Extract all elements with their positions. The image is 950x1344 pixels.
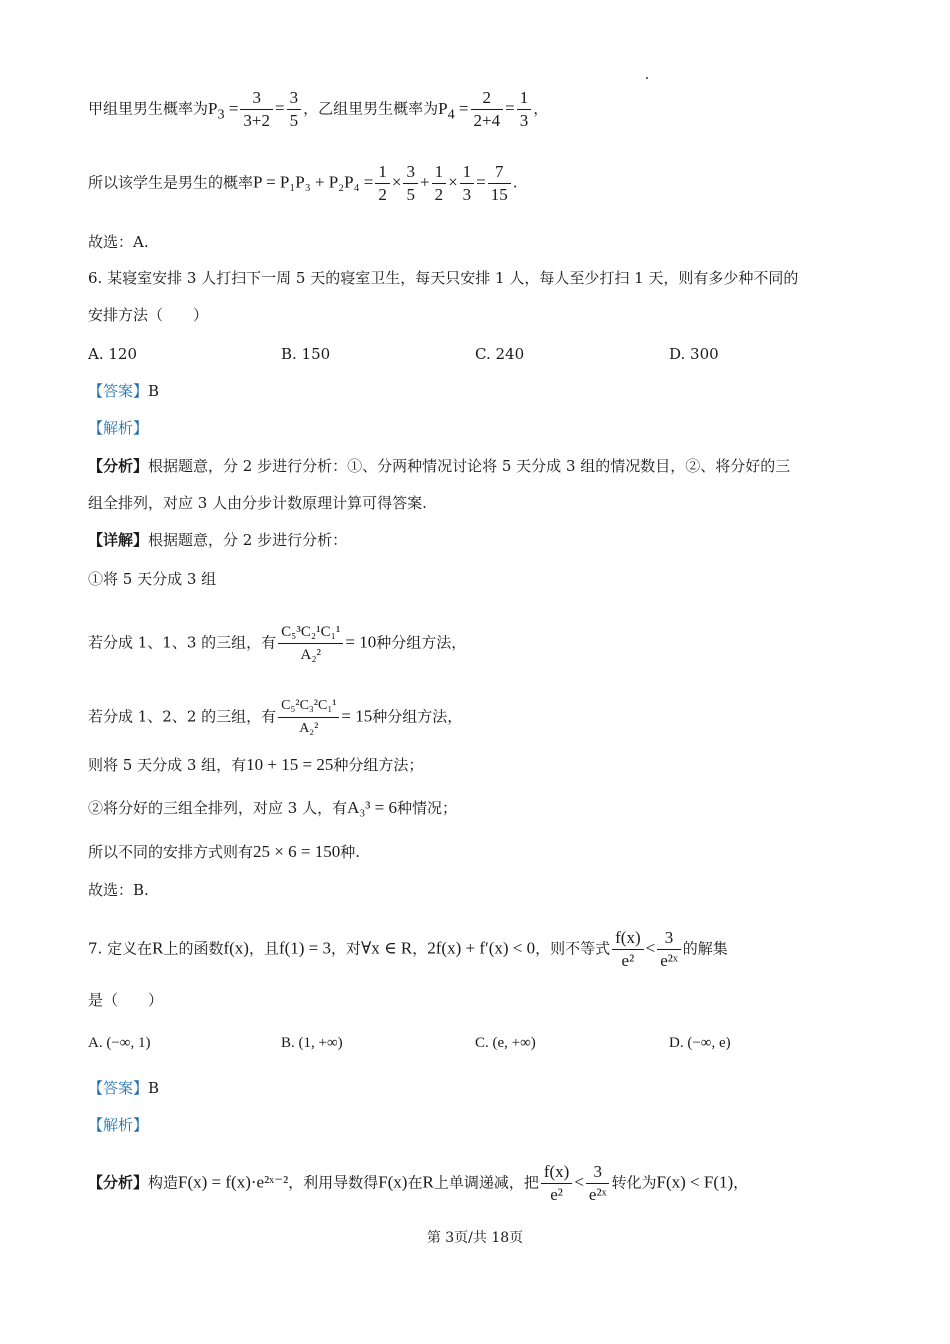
analysis-tag: 【解析】 [88, 419, 149, 437]
choose-b: 故选：B. [88, 881, 149, 899]
q7-option-c: C. (e, +∞) [475, 1035, 536, 1051]
fraction: $\frac{3}{3+2}$ [240, 88, 273, 131]
prob-line-2: 所以该学生是男生的概率P = P₁P₃ + P₂P₄ = $\frac{1}{2}$ × $\frac{3}{5}$ + $\frac{1}{2}$ × $\frac{1}{3}$ = $\frac{7}{15}$ . [88, 162, 518, 204]
q7-option-d: D. (−∞, e) [669, 1035, 731, 1051]
fraction: $\frac{2}{2+4}$ [471, 88, 504, 131]
q6-option-d: D. 300 [669, 345, 719, 363]
q6-option-b: B. 150 [281, 345, 331, 363]
math-expr: P = P₁P₃ + P₂P₄ = [253, 172, 374, 192]
step-1: ①将 5 天分成 3 组 [88, 570, 217, 588]
step-1-total: 则将 5 天分成 3 组，有10 + 15 = 25种分组方法； [88, 755, 424, 774]
fraction: $\frac{\text{C₅³C₂¹C₁¹}}{\text{A₂²}}$ [278, 622, 343, 665]
step-1-2-2: 若分成 1、2、2 的三组，有 $\frac{\text{C₅²C₃²C₁¹}}{\text{A₂²}}$ = 15种分组方法， [88, 696, 462, 739]
question-6-line-2: 安排方法（ ） [88, 306, 209, 324]
fraction: $\frac{f(x)}{\text{e²}}$ [612, 928, 643, 971]
q7-answer: 【答案】B [88, 1079, 160, 1097]
fraction: $\frac{3}{5}$ [287, 88, 302, 131]
q6-answer: 【答案】B [88, 382, 160, 400]
question-7-line-2: 是（ ） [88, 991, 164, 1009]
conclusion-6: 所以不同的安排方式则有25 × 6 = 150种. [88, 842, 360, 861]
step-2: ②将分好的三组全排列，对应 3 人，有A₃³ = 6种情况； [88, 798, 457, 817]
q6-option-c: C. 240 [475, 345, 525, 363]
text: 甲组里男生概率为 [88, 99, 209, 118]
fraction: $\frac{\text{C₅²C₃²C₁¹}}{\text{A₂²}}$ [278, 696, 339, 739]
q6-fenxi-line-2: 组全排列，对应 3 人由分步计数原理计算可得答案. [88, 494, 427, 512]
step-1-1-3: 若分成 1、1、3 的三组，有 $\frac{\text{C₅³C₂¹C₁¹}}{\text{A₂²}}$ = 10种分组方法， [88, 624, 467, 663]
fraction: $\frac{3}{\text{e²ˣ}}$ [586, 1162, 610, 1205]
q6-fenxi-line-1: 【分析】根据题意，分 2 步进行分析：①、分两种情况讨论将 5 天分成 3 组的情况数目，②、将分好的三 [88, 457, 791, 475]
q7-option-b: B. (1, +∞) [281, 1035, 343, 1051]
text: ，乙组里男生概率为 [303, 99, 439, 118]
fraction: $\frac{f(x)}{\text{e²}}$ [541, 1162, 572, 1205]
prob-line-1: 甲组里男生概率为$P_3$ = $\frac{3}{3+2}$ = $\frac{3}{5}$ ，乙组里男生概率为$P_4$ = $\frac{2}{2+4}$ = $\frac{1}{3}$ ， [88, 88, 549, 130]
choose-a: 故选：A. [88, 233, 149, 251]
question-7-line-1: 7. 定义在R上的函数f(x)，且f(1) = 3，对∀x ∈ R，2f(x) + f′(x) < 0，则不等式 $\frac{f(x)}{\text{e²}}$ < $\frac{3}{\text{e²ˣ}}$ 的解集 [88, 928, 728, 970]
q7-fenxi: 【分析】构造F(x) = f(x)·e²ˣ⁻²，利用导数得F(x)在R上单调递减，把 $\frac{f(x)}{\text{e²}}$ < $\frac{3}{\text{e²ˣ}}$ 转化为F(x) < F(1)， [88, 1162, 749, 1204]
text: 所以该学生是男生的概率 [88, 173, 254, 192]
q7-jiexi: 【解析】 [88, 1116, 149, 1134]
answer-tag: 【答案】 [88, 382, 149, 400]
page-footer: 第 3页/共 18页 [426, 1230, 524, 1246]
fraction: $\frac{1}{3}$ [517, 88, 532, 131]
fraction: $\frac{3}{\text{e²ˣ}}$ [657, 928, 681, 971]
scan-dot [646, 77, 648, 79]
q6-xiangjie: 【详解】根据题意，分 2 步进行分析： [88, 531, 348, 549]
q7-option-a: A. (−∞, 1) [88, 1035, 151, 1051]
q6-option-a: A. 120 [88, 345, 137, 363]
q6-jiexi [88, 418, 148, 438]
question-6-line-1: 6. 某寝室安排 3 人打扫下一周 5 天的寝室卫生，每天只安排 1 人，每人至少打扫 1 天，则有多少种不同的 [88, 269, 799, 287]
